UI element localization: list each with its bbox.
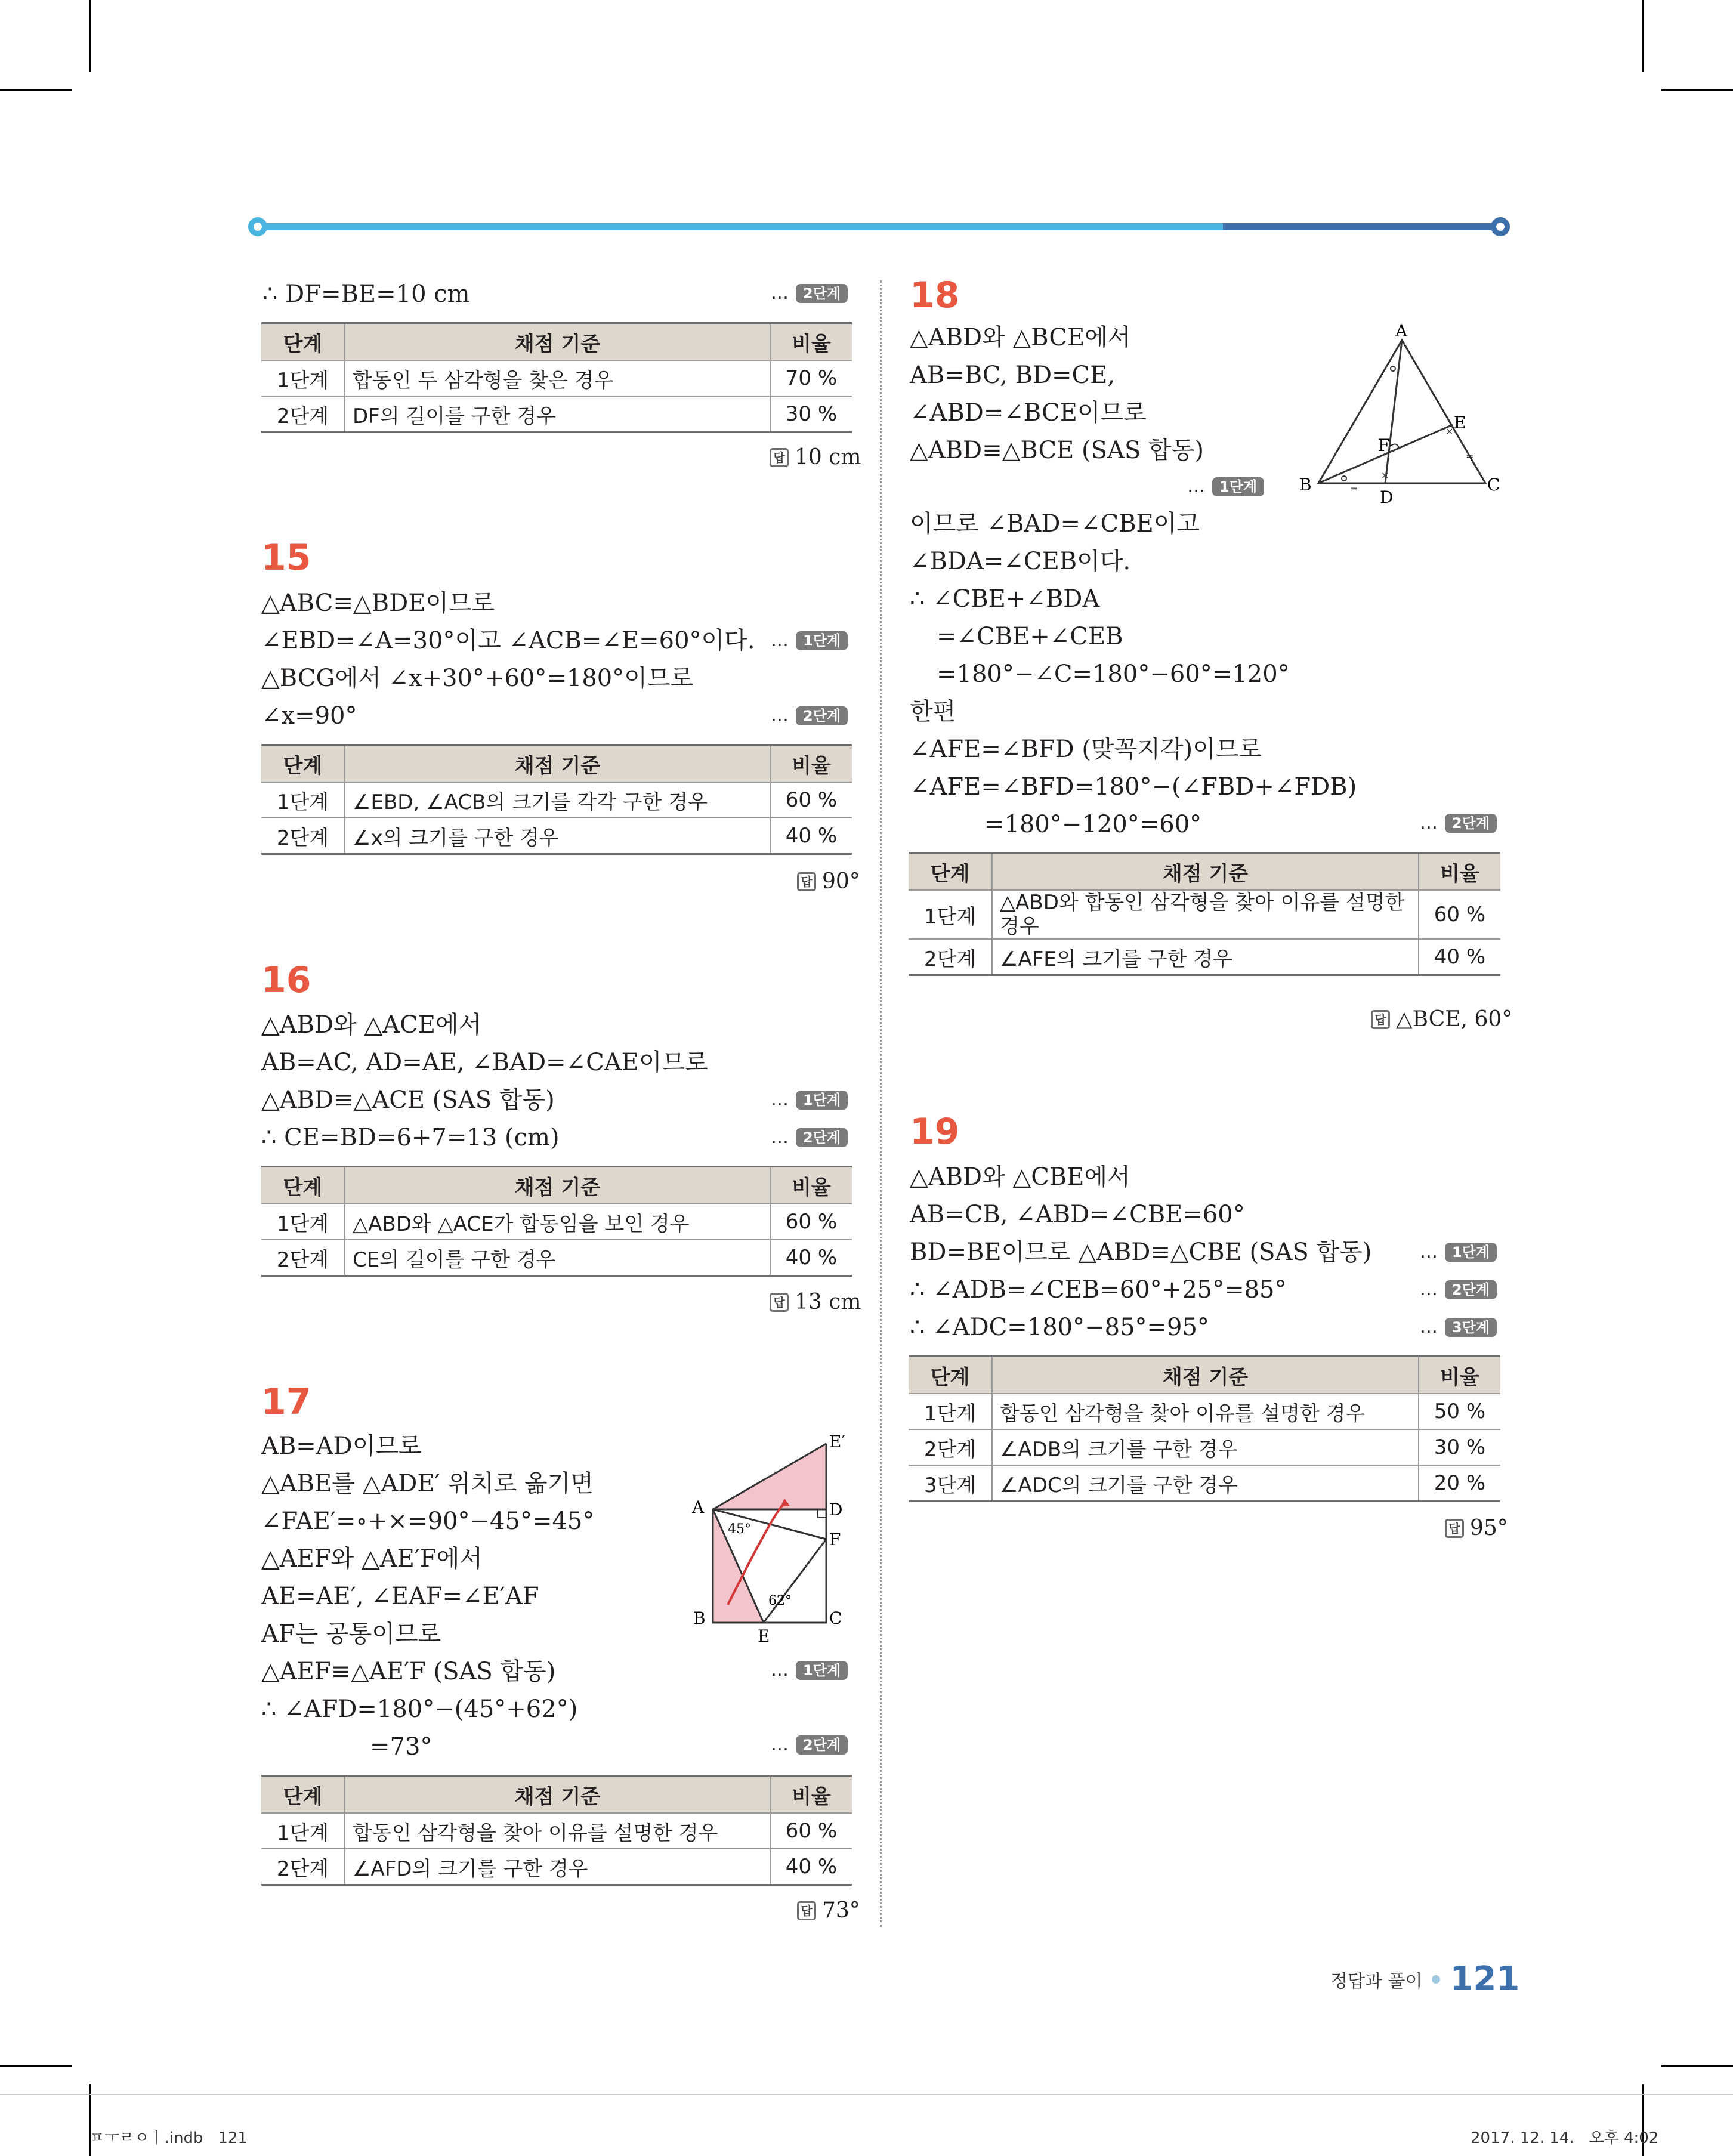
file-info: ㅍㅜㄹㅇㅣ.indb 121 — [89, 2129, 248, 2147]
p16-answer: 답 13 cm — [770, 1290, 861, 1314]
p18-answer: 답 △BCE, 60° — [1371, 1007, 1512, 1031]
table-row: 2단계 CE의 길이를 구한 경우 40 % — [261, 1240, 852, 1276]
answer-icon: 답 — [797, 1901, 816, 1920]
answer-icon: 답 — [1445, 1519, 1464, 1538]
p17-line: AF는 공통이므로 — [261, 1620, 441, 1648]
p18-grading-table: 단계 채점 기준 비율 1단계 △ABD와 합동인 삼각형을 찾아 이유를 설명한 경우 60 % 2단계 ∠AFE의 크기를 구한 경우 40 % — [909, 852, 1500, 976]
p17-label-e-prime: E′ — [829, 1432, 845, 1451]
p18-line: ∠AFE=∠BFD=180°−(∠FBD+∠FDB) — [910, 773, 1357, 801]
crop-mark — [0, 2065, 72, 2067]
table-row: 2단계 ∠AFD의 크기를 구한 경우 40 % — [261, 1849, 852, 1885]
p17-line: ∴ ∠AFD=180°−(45°+62°) — [261, 1695, 578, 1723]
p18-line: ∠BDA=∠CEB이다. — [910, 548, 1131, 575]
p18-label-d: D — [1380, 487, 1394, 507]
answer-icon: 답 — [770, 448, 789, 467]
table-row: 1단계 △ABD와 △ACE가 합동임을 보인 경우 60 % — [261, 1204, 852, 1240]
p19-step-mark: … 1단계 — [1420, 1240, 1497, 1264]
p18-line: =180°−120°=60° — [984, 811, 1202, 838]
p18-label-e: E — [1454, 413, 1466, 433]
p18-line: ∴ ∠CBE+∠BDA — [910, 585, 1100, 613]
crop-mark — [0, 89, 72, 91]
tick-mark: = — [1466, 450, 1474, 462]
p18-line: =180°−∠C=180°−60°=120° — [937, 660, 1290, 688]
p19-number: 19 — [910, 1111, 960, 1153]
p17-answer: 답 73° — [797, 1898, 860, 1923]
p17-step-mark: … 2단계 — [771, 1733, 848, 1757]
bullet-icon — [1432, 1975, 1440, 1984]
p15-line: ∠x=90° — [261, 702, 357, 730]
p18-label-a: A — [1395, 322, 1408, 341]
p17-label-c: C — [829, 1608, 842, 1628]
p14-grading-table: 단계 채점 기준 비율 1단계 합동인 두 삼각형을 찾은 경우 70 % 2단계 DF의 길이를 구한 경우 30 % — [261, 322, 852, 433]
p17-step-mark: … 1단계 — [771, 1658, 848, 1682]
p18-number: 18 — [910, 274, 960, 316]
p16-line: △ABD≡△ACE (SAS 합동) — [261, 1086, 555, 1114]
p18-step-mark: … 2단계 — [1420, 811, 1497, 835]
p15-step-mark: … 1단계 — [771, 629, 848, 653]
p17-number: 17 — [261, 1381, 311, 1423]
column-divider — [880, 280, 882, 1927]
table-row: 1단계 ∠EBD, ∠ACB의 크기를 각각 구한 경우 60 % — [261, 782, 852, 818]
p15-number: 15 — [261, 537, 311, 579]
p18-label-c: C — [1487, 475, 1500, 495]
answer-icon: 답 — [770, 1293, 789, 1312]
tick-mark: = — [1350, 483, 1358, 495]
page-number: 121 — [1450, 1960, 1520, 1999]
p17-angle-45: 45° — [728, 1522, 751, 1537]
p15-answer: 답 90° — [797, 869, 860, 894]
tick-mark: × — [1445, 425, 1454, 437]
section-title: 정답과 풀이 — [1330, 1970, 1423, 1992]
crop-mark — [89, 0, 91, 72]
p17-angle-62: 62° — [768, 1593, 792, 1608]
p14-answer: 답 10 cm — [770, 445, 861, 469]
p15-grading-table: 단계 채점 기준 비율 1단계 ∠EBD, ∠ACB의 크기를 각각 구한 경우 60 % 2단계 ∠x의 크기를 구한 경우 40 % — [261, 744, 852, 855]
p17-label-d: D — [829, 1500, 843, 1519]
table-row: 1단계 합동인 삼각형을 찾아 이유를 설명한 경우 60 % — [261, 1813, 852, 1849]
p18-line: 이므로 ∠BAD=∠CBE이고 — [910, 510, 1200, 538]
p19-step-mark: … 3단계 — [1420, 1315, 1497, 1339]
p17-label-b: B — [693, 1608, 706, 1628]
print-date: 2017. 12. 14. 오후 4:02 — [1471, 2129, 1659, 2147]
p16-line: ∴ CE=BD=6+7=13 (cm) — [261, 1124, 560, 1151]
p19-line: △ABD와 △CBE에서 — [910, 1163, 1130, 1191]
p19-line: BD=BE이므로 △ABD≡△CBE (SAS 합동) — [910, 1238, 1372, 1266]
p17-line: △ABE를 △ADE′ 위치로 옮기면 — [261, 1470, 594, 1497]
p17-label-a: A — [692, 1497, 705, 1517]
p19-step-mark: … 2단계 — [1420, 1278, 1497, 1302]
p17-line: △AEF와 △AE′F에서 — [261, 1545, 483, 1573]
p17-line: AE=AE′, ∠EAF=∠E′AF — [261, 1583, 539, 1610]
table-row: 2단계 ∠AFE의 크기를 구한 경우 40 % — [909, 939, 1500, 975]
table-row: 3단계 ∠ADC의 크기를 구한 경우 20 % — [909, 1465, 1500, 1502]
p17-line: =73° — [370, 1733, 433, 1760]
p16-grading-table: 단계 채점 기준 비율 1단계 △ABD와 △ACE가 합동임을 보인 경우 60 % 2단계 CE의 길이를 구한 경우 40 % — [261, 1166, 852, 1277]
table-row: 2단계 DF의 길이를 구한 경우 30 % — [261, 396, 852, 433]
p17-line: △AEF≡△AE′F (SAS 합동) — [261, 1658, 556, 1685]
p17-figure — [686, 1426, 865, 1652]
p15-line: ∠EBD=∠A=30°이고 ∠ACB=∠E=60°이다. — [261, 627, 755, 654]
p18-line: 한편 — [910, 698, 956, 725]
p18-figure — [1298, 322, 1503, 513]
crop-mark — [0, 2094, 1733, 2095]
table-row: 1단계 △ABD와 합동인 삼각형을 찾아 이유를 설명한 경우 60 % — [909, 890, 1500, 939]
table-row: 1단계 합동인 삼각형을 찾아 이유를 설명한 경우 50 % — [909, 1394, 1500, 1429]
p18-line: ∠AFE=∠BFD (맞꼭지각)이므로 — [910, 736, 1262, 763]
p16-line: △ABD와 △ACE에서 — [261, 1011, 482, 1039]
p14-step-mark: … 2단계 — [771, 282, 848, 305]
p18-line: ∠ABD=∠BCE이므로 — [910, 399, 1147, 427]
table-row: 2단계 ∠x의 크기를 구한 경우 40 % — [261, 818, 852, 854]
p19-line: AB=CB, ∠ABD=∠CBE=60° — [910, 1201, 1245, 1228]
p19-line: ∴ ∠ADB=∠CEB=60°+25°=85° — [910, 1276, 1287, 1304]
p17-grading-table: 단계 채점 기준 비율 1단계 합동인 삼각형을 찾아 이유를 설명한 경우 60 % 2단계 ∠AFD의 크기를 구한 경우 40 % — [261, 1775, 852, 1886]
crop-mark — [1661, 2065, 1733, 2067]
p18-label-f: F — [1378, 435, 1390, 455]
p15-line: △BCG에서 ∠x+30°+60°=180°이므로 — [261, 665, 694, 692]
p16-step-mark: … 2단계 — [771, 1126, 848, 1150]
answer-icon: 답 — [797, 872, 816, 891]
p15-step-mark: … 2단계 — [771, 704, 848, 728]
p17-label-e: E — [758, 1626, 770, 1646]
p17-label-f: F — [829, 1530, 841, 1549]
table-row: 1단계 합동인 두 삼각형을 찾은 경우 70 % — [261, 360, 852, 396]
p19-grading-table: 단계 채점 기준 비율 1단계 합동인 삼각형을 찾아 이유를 설명한 경우 50 % 2단계 ∠ADB의 크기를 구한 경우 30 % 3단계 ∠ADC의 크기를 구한 경우 20 % — [909, 1355, 1500, 1502]
p15-line: △ABC≡△BDE이므로 — [261, 589, 495, 617]
p17-line: AB=AD이므로 — [261, 1432, 422, 1460]
p16-line: AB=AC, AD=AE, ∠BAD=∠CAE이므로 — [261, 1049, 708, 1076]
p18-line: △ABD≡△BCE (SAS 합동) — [910, 437, 1204, 464]
header-bar — [245, 215, 1518, 239]
answer-icon: 답 — [1371, 1010, 1390, 1029]
p18-label-b: B — [1299, 475, 1312, 495]
p18-line: △ABD와 △BCE에서 — [910, 324, 1131, 351]
p16-number: 16 — [261, 959, 311, 1001]
tick-mark: × — [1381, 469, 1389, 481]
crop-mark — [1642, 0, 1644, 72]
p19-line: ∴ ∠ADC=180°−85°=95° — [910, 1314, 1209, 1341]
crop-mark — [1661, 89, 1733, 91]
p18-step-mark: … 1단계 — [1187, 475, 1264, 499]
p16-step-mark: … 1단계 — [771, 1088, 848, 1112]
page-footer — [1330, 1960, 1519, 1999]
p18-line: =∠CBE+∠CEB — [937, 623, 1123, 650]
p17-line: ∠FAE′=∘+×=90°−45°=45° — [261, 1508, 595, 1535]
p18-line: AB=BC, BD=CE, — [910, 362, 1116, 389]
p19-answer: 답 95° — [1445, 1516, 1508, 1540]
table-row: 2단계 ∠ADB의 크기를 구한 경우 30 % — [909, 1429, 1500, 1465]
p14-line: ∴ DF=BE=10 cm — [262, 280, 470, 308]
